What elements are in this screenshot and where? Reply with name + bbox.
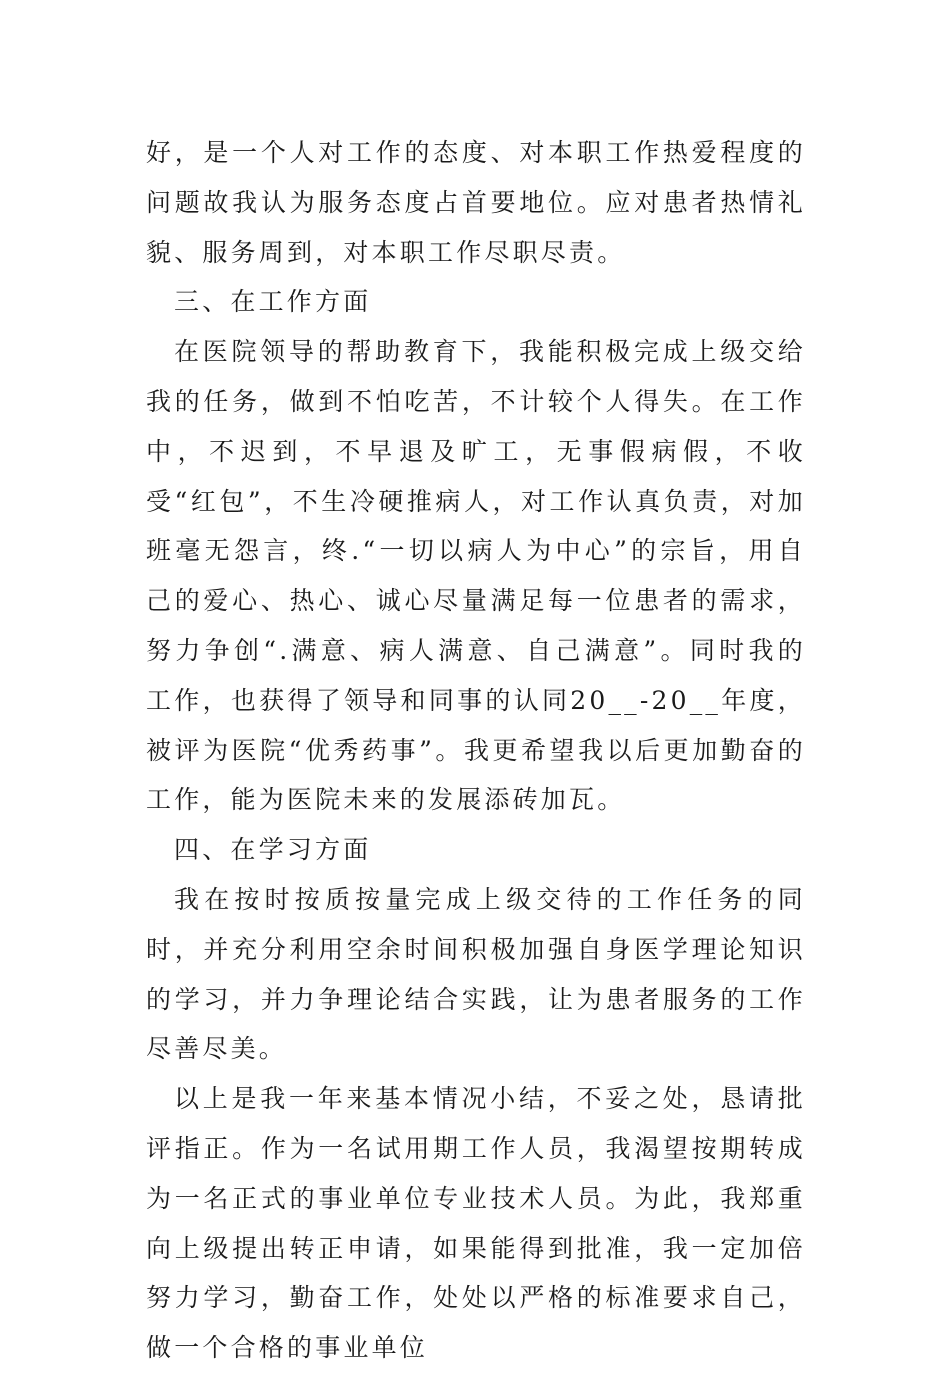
paragraph-service-attitude: 好，是一个人对工作的态度、对本职工作热爱程度的问题故我认为服务态度占首要地位。应对患者热情礼貌、服务周到，对本职工作尽职尽责。 [146, 138, 806, 267]
paragraph-study: 我在按时按质按量完成上级交待的工作任务的同时，并充分利用空余时间积极加强自身医学理论知识的学习，并力争理论结合实践，让为患者服务的工作尽善尽美。 [146, 884, 806, 1064]
paragraph-work: 在医院领导的帮助教育下，我能积极完成上级交给我的任务，做到不怕吃苦，不计较个人得失。在工作中，不迟到，不早退及旷工，无事假病假，不收受“红包”，不生冷硬推病人，对工作认真负责，对加班毫无怨言，终.“一切以病人为中心”的宗旨，用自己的爱心、热心、诚心尽量满足每一位患者的需求，努力争创“.满意、病人满意、自己满意”。同时我的工作，也获得了领导和同事的认同20__-20__年度，被评为医院“优秀药事”。我更希望我以后更加勤奋的工作，能为医院未来的发展添砖加瓦。 [146, 337, 806, 815]
document-body [146, 128, 806, 1373]
section-heading-work: 三、在工作方面 [174, 287, 372, 317]
section-heading-study: 四、在学习方面 [174, 835, 372, 865]
paragraph-conclusion: 以上是我一年来基本情况小结，不妥之处，恳请批评指正。作为一名试用期工作人员，我渴望按期转成为一名正式的事业单位专业技术人员。为此，我郑重向上级提出转正申请，如果能得到批准，我一定加倍努力学习，勤奋工作，处处以严格的标准要求自己，做一个合格的事业单位 [146, 1084, 806, 1363]
